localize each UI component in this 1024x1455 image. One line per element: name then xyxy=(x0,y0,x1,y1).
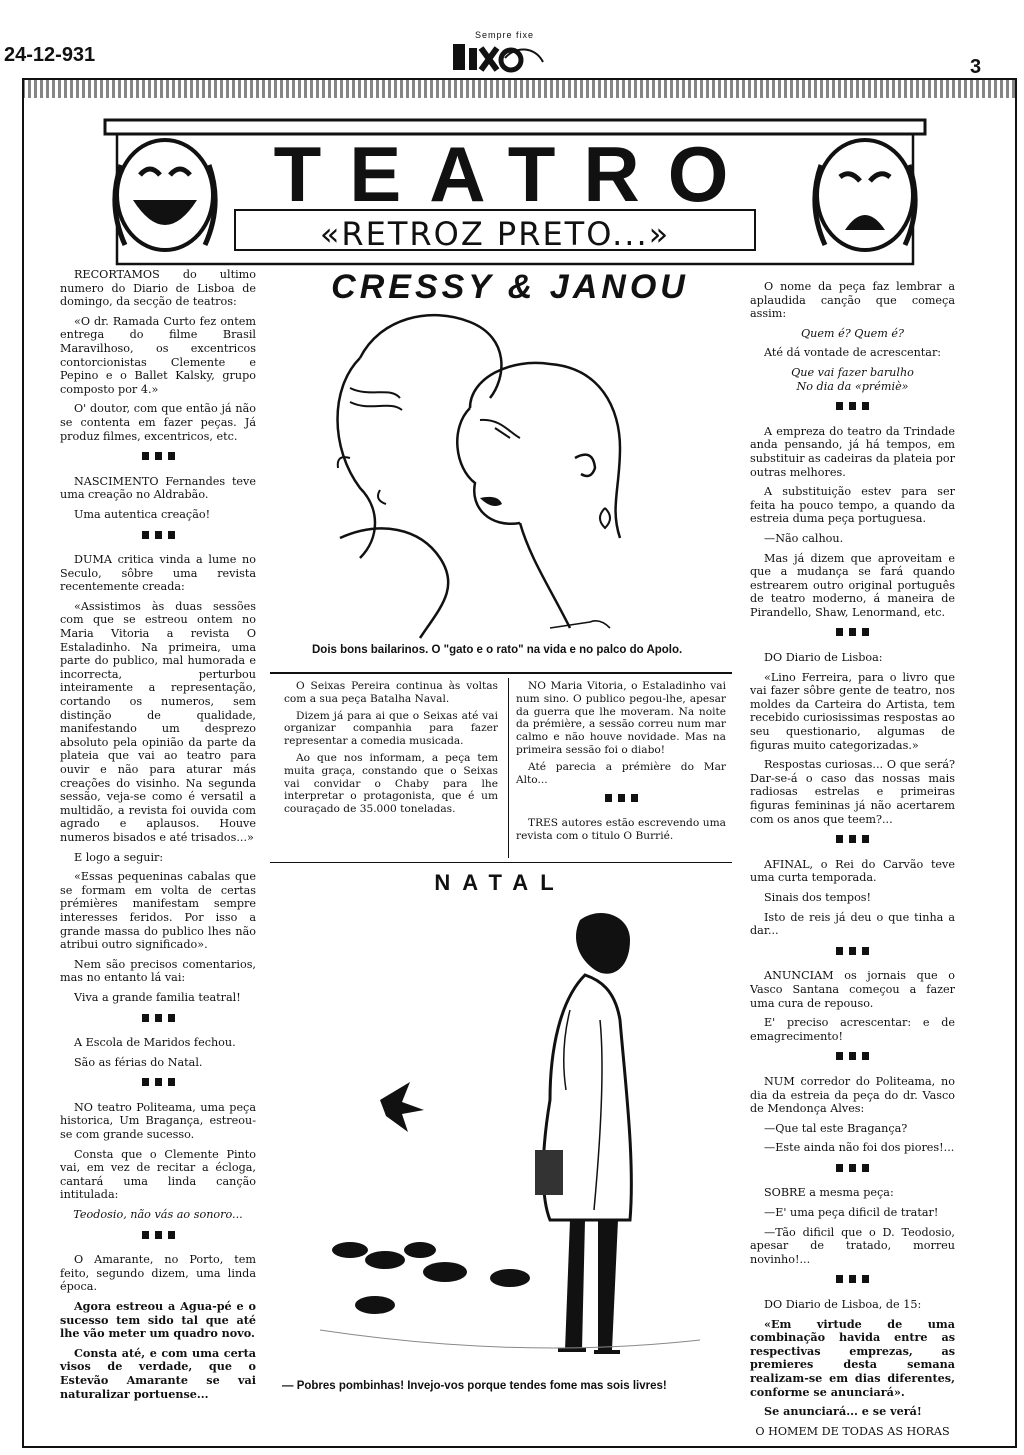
text-paragraph: Ao que nos informam, a peça tem muita graça, constando que o Seixas vai convidar o Chaby para lhe interpretar o protagonista, que é um couraçado de 35.000 toneladas. xyxy=(284,751,498,816)
section-separator xyxy=(750,1051,955,1065)
section-separator xyxy=(516,794,726,807)
section-separator xyxy=(750,1163,955,1177)
section-separator xyxy=(60,530,256,544)
text-paragraph: Até dá vontade de acrescentar: xyxy=(764,346,942,360)
dancers-sketch xyxy=(320,308,650,640)
text-paragraph: NO teatro Politeama, uma peça historica, Um Bragança, estreou-se com grande sucesso. xyxy=(60,1100,256,1142)
tragedy-mask-icon xyxy=(815,140,915,250)
section-separator xyxy=(60,1013,256,1027)
verse-line: Quem é? Quem é? xyxy=(800,326,905,340)
text-paragraph: A Escola de Maridos fechou. xyxy=(74,1036,236,1050)
teatro-banner xyxy=(85,115,945,270)
text-paragraph: DO Diario de Lisboa, de 15: xyxy=(764,1298,922,1312)
banner-title: TEATRO xyxy=(273,130,757,218)
text-paragraph: Agora estreou a Agua-pé e o sucesso tem sido tal que até lhe vão meter um quadro novo. xyxy=(60,1299,256,1341)
text-paragraph: ANUNCIAM os jornais que o Vasco Santana começou a fazer uma cura de repouso. xyxy=(750,969,955,1010)
text-paragraph: Isto de reis já deu o que tinha a dar... xyxy=(750,910,955,938)
text-paragraph: AFINAL, o Rei do Carvão teve uma curta temporada. xyxy=(750,857,955,885)
text-paragraph: Sinais dos tempos! xyxy=(764,890,872,904)
section-separator xyxy=(750,401,955,415)
text-paragraph: O' doutor, com que então já não se contenta em fazer peças. Já produz filmes, excentricos, etc. xyxy=(60,402,256,443)
text-paragraph: «Assistimos às duas sessões com que se estreou ontem no Maria Vitoria a revista O Estaladinho. Na primeira, uma parte do publico, mal humorada e incorrecta, perturbou inteiramente a representação, cortando os numeros, sem distinção de qualidade, manifestando um desprezo absoluto pela opinião da parte da plateia que vai ao teatro para ouvir e não para aturar más creações do visinho. Na segunda sessão, veja-se como é versatil a multidão, a revista foi ouvida com agrado e aplausos. Houve numeros bisados e até trisados...» xyxy=(60,599,256,844)
text-paragraph: A empreza do teatro da Trindade anda pensando, já há tempos, em substituir as cadeiras da plateia por outras melhores. xyxy=(750,424,955,479)
issue-date: 24-12-931 xyxy=(4,44,96,66)
text-paragraph: Nem são precisos comentarios, mas no entanto lá vai: xyxy=(60,957,256,985)
section-separator xyxy=(750,834,955,848)
text-paragraph: Dizem já para ai que o Seixas até vai organizar companhia para fazer representar a comedia musicada. xyxy=(284,709,498,748)
text-paragraph: «O dr. Ramada Curto fez ontem entrega do filme Brasil Maravilhoso, os excentricos contorcionistas Clemente e Pepino e o Ballet Kalsky, grupo composto por 4.» xyxy=(60,314,256,396)
text-paragraph: Se anunciará... e se verá! xyxy=(764,1404,922,1419)
text-paragraph: —Este ainda não foi dos piores!... xyxy=(764,1141,955,1155)
section-separator xyxy=(60,1230,256,1244)
dancers-illustration xyxy=(320,308,650,640)
feature-headline: CRESSY & JANOU xyxy=(331,268,689,306)
text-paragraph: São as férias do Natal. xyxy=(74,1055,203,1069)
text-paragraph: DUMA critica vinda a lume no Seculo, sôbre uma revista recentemente creada: xyxy=(60,553,256,594)
middle-block-estaladinho xyxy=(516,680,726,847)
verse-line: No dia da «prémiè» xyxy=(796,379,909,393)
text-paragraph: A substituição estev para ser feita ha pouco tempo, a quando da estreia duma peça portuguesa. xyxy=(750,485,955,526)
left-column xyxy=(60,268,256,1407)
text-paragraph: Uma autentica creação! xyxy=(74,507,211,521)
text-paragraph: —E' uma peça dificil de tratar! xyxy=(764,1206,939,1220)
text-paragraph: «Em virtude de uma combinação havida entre as respectivas emprezas, as premieres desta semana realizam-se em dias diferentes, conforme se anunciará». xyxy=(750,1316,955,1399)
middle-divider xyxy=(508,678,509,858)
page-number: 3 xyxy=(970,56,982,78)
woman-with-pigeons xyxy=(280,900,730,1375)
text-paragraph: SOBRE a mesma peça: xyxy=(764,1186,894,1200)
text-paragraph: «Lino Ferreira, para o livro que vai fazer sôbre gente de teatro, nos moldes da Carteira do Artista, tem recebido curiosissimas respostas ao seu questionario, algumas de figuras muito categorizadas.» xyxy=(750,670,955,752)
text-paragraph: NUM corredor do Politeama, no dia da estreia da peça do dr. Vasco de Mendonça Alves: xyxy=(750,1074,955,1116)
text-paragraph: RECORTAMOS do ultimo numero do Diario de Lisboa de domingo, da secção de teatros: xyxy=(60,268,256,309)
caption-rule xyxy=(270,672,732,674)
text-paragraph: —Que tal este Bragança? xyxy=(764,1121,908,1135)
natal-illustration xyxy=(280,900,730,1375)
text-paragraph: Até parecia a prémière do Mar Alto... xyxy=(516,760,726,786)
verse-line: Que vai fazer barulho xyxy=(791,365,914,379)
section-separator xyxy=(750,627,955,641)
section-separator xyxy=(60,1077,256,1091)
song-title: Teodosio, não vás ao sonoro... xyxy=(73,1208,243,1222)
feature-caption: Dois bons bailarinos. O "gato e o rato" na vida e no palco do Apolo. xyxy=(312,644,683,656)
middle-bottom-rule xyxy=(270,862,732,863)
text-paragraph: «Essas pequeninas cabalas que se formam em volta de certas prémières manifestam sempre interesses feridos. Por isso a grande massa do publico lhes não atribui outro significado». xyxy=(60,870,256,952)
text-paragraph: —Não calhou. xyxy=(764,531,844,545)
text-paragraph: O Seixas Pereira continua às voltas com a sua peça Batalha Naval. xyxy=(284,680,498,705)
comedy-mask-icon xyxy=(115,140,215,250)
section-separator xyxy=(60,451,256,465)
section-separator xyxy=(750,946,955,960)
middle-block-seixas xyxy=(284,680,498,820)
text-paragraph: Mas já dizem que aproveitam e que a mudança se fará quando estrearem outro original português de teatro moderno, á maneira de Pirandello, Shaw, Lenormand, etc. xyxy=(750,551,955,619)
newspaper-logo xyxy=(445,28,555,74)
banner-subtitle: «RETROZ PRETO...» xyxy=(319,215,671,253)
text-paragraph: Viva a grande familia teatral! xyxy=(74,990,241,1004)
section-separator xyxy=(750,1274,955,1288)
author-signature: O HOMEM DE TODAS AS HORAS xyxy=(755,1424,950,1438)
logo-text: Sempre fixe xyxy=(475,30,535,40)
text-paragraph: Respostas curiosas... O que será? Dar-se-á o caso das nossas mais radiosas estrelas e primeiras figuras femininas já não acertarem com os anos que teem?... xyxy=(750,758,955,826)
natal-title: NATAL xyxy=(434,870,566,895)
natal-caption: — Pobres pombinhas! Invejo-vos porque tendes fome mas sois livres! xyxy=(282,1380,667,1392)
text-paragraph: E logo a seguir: xyxy=(74,850,164,864)
text-paragraph: E' preciso acrescentar: e de emagrecimento! xyxy=(750,1016,955,1043)
text-paragraph: Consta que o Clemente Pinto vai, em vez de recitar a écloga, cantará uma linda canção intitulada: xyxy=(60,1147,256,1202)
text-paragraph: DO Diario de Lisboa: xyxy=(764,651,883,665)
text-paragraph: Consta até, e com uma certa visos de verdade, que o Estevão Amarante se vai naturalizar portuense... xyxy=(60,1345,256,1401)
right-column xyxy=(750,280,955,1444)
text-paragraph: NASCIMENTO Fernandes teve uma creação no Aldrabão. xyxy=(60,474,256,502)
text-paragraph: O Amarante, no Porto, tem feito, segundo dizem, uma linda época. xyxy=(60,1253,256,1294)
text-paragraph: NO Maria Vitoria, o Estaladinho vai num sino. O publico pegou-lhe, apesar da guerra que lhe moveram. Na noite da prémière, a sessão correu num mar calmo e não houve novidade. Mas na primeira sessão foi o diabo! xyxy=(516,680,726,756)
text-paragraph: —Tão dificil que o D. Teodosio, apesar de tratado, morreu novinho!... xyxy=(750,1225,955,1266)
text-paragraph: TRES autores estão escrevendo uma revista com o titulo O Burrié. xyxy=(516,817,726,842)
text-paragraph: O nome da peça faz lembrar a aplaudida canção que começa assim: xyxy=(750,280,955,321)
